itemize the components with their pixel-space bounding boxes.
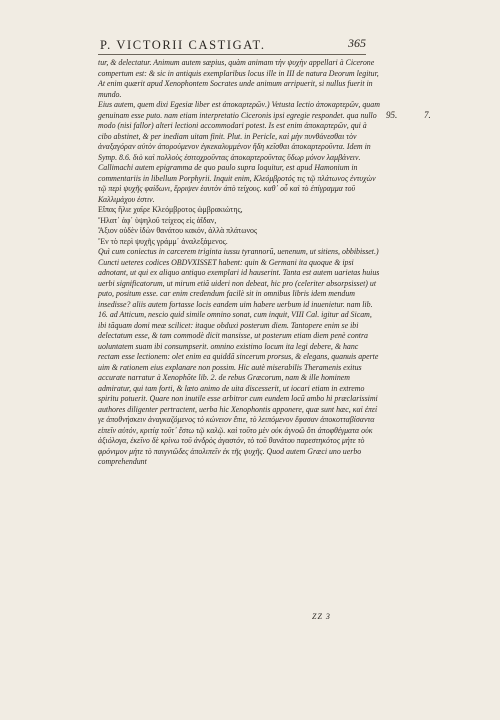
margin-note: 95. [386,110,398,120]
page-body [98,58,380,468]
verse-line-3: Ἄξιον οὐδὲν ἰδὼν θανάτου κακόν, ἀλλὰ πλάτωνος [98,226,258,235]
paragraph-3: Quì cum coniectus in carcerem triginta iussu tyrannorũ, uenenum, ut sitiens, obbibisset.) Cuncti ueteres codices OBDVXISSET habent: quin & Germani ita quoque & ipsi adnotant, ut qui ex aliquo antiquo exemplari id hauserint. Tanta est autem uarietas huius uerbi significatorum, ut mirum etiã uideri non debeat, hic pro (celeriter absorpsisset) ut puto, positum esse. car enim credendum facilè sit in omnibus libris idem mendum insedisse? aliis autem fortasse locis eandem uim habere uerbum id inuenietur. nam lib. 16. ad Atticum, nescio quid simile omnino sonat, cum inquit, VIII Cal. igitur ad Sicam, ibi tãquam domi meæ scilicet: itaque obduxi posterum diem. Tantopere enim se ibi delectatum esse, & tam commodè dicit mansisse, ut posterum etiam diem penè contra uoluntatem suam ibi consumpserit. omnino existimo locum ita legi debere, & hanc rectam esse lectionem: olet enim ea quiddã sincerum prorsus, & elegans, quanuis aperte uim & rationem eius explanare non possim. Hic autè miserabilis Theramenis exitus accurate narratur à Xenophõte lib. 2. de rebus Græcorum, nam & ille hominem admiratur, qui tam forti, & læto animo de uita discesserit, ut iocari etiam in extremo spiritu potuerit. Quare non inutile esse arbitror cum eundem locũ ambo hi præclarissimi authores diligenter pertractent, uerba hic Xenophontis apponere, quæ sunt hæc, καὶ ἐπεί γε ἀποθνήσκειν ἀναγκαζόμενος τὸ κώνειον ἔπιε, τὸ λειπόμενον ἔφασαν ἀποκοτταβίσαντα εἰπεῖν αὐτόν, κριτίᾳ τοῦτ᾽ ἔστω τῷ καλῷ. καὶ τοῦτο μὲν οὐκ ἀγνοῶ ὅτι ἀποφθέγματα οὐκ ἀξιόλογα, ἐκεῖνο δὲ κρίνω τοῦ ἀνδρὸς ἀγαστόν, τὸ τοῦ θανάτου παρεστηκότος μήτε τὸ φρόνιμον μήτε τὸ παιγνιῶδες ἀπολιπεῖν ἐκ τῆς ψυχῆς. Quod autem Græci uno uerbo comprehendunt [98,247,380,466]
verse-line-1: Εἴπας ἥλιε χαῖρε Κλεόμβροτος ὡμβρακιώτης, [98,205,243,214]
margin-reference: 7. [424,110,431,120]
paragraph-1: tur, & delectatur. Animum autem sæpius, quàm animam τὴν ψυχὴν appellari à Cicerone compertum est: & sic in antiquis exemplaribus locus ille in III de natura Deorum legitur, At enim quærit apud Xenophontem Socrates unde animum arripuerit, si nullus fuerit in mundo. [98,58,379,99]
paragraph-2: Eius autem, quem dixi Egesiæ liber est ἀποκαρτερῶν.) Vetusta lectio ἀποκαρτερῶν, quam genuinam esse puto. nam etiam interpretatio Ciceronis ipsi egregie respondet. qua nullo modo (nisi fallor) alteri lectioni accommodari potest. Is est enim ἀποκαρτερῶν, qui à cibo abstinet, & per inediam uitam finit. Plut. in Pericle, καὶ μὴν πυνθάνεσθαι τὸν ἀναξαγόραν αὐτὸν ἀπορούμενον ἐγκεκαλυμμένον ἤδη κεῖσθαι ἀποκαρτεροῦντα. Idem in Symp. 8.6. διὸ καὶ πολλοὺς ἐσιτοχροῦντας ἀποκαρτεροῦντας ὕδωρ μόνον λαμβάνειν. Callimachi autem epigramma de quo paulo supra loquitur, est apud Hamonium in commentariis in libellum Porphyrii. Inquit enim, Κλεόμβροτός τις τῷ πλάτωνος ἐντυχὼν τῷ περὶ ψυχῆς φαίδωνι, ἔρριψεν ἑαυτὸν ἀπὸ τείχους. καθ᾽ οὗ καὶ τὸ ἐπίγραμμα τοῦ Καλλιμάχου ἐστιν. [98,100,380,204]
signature-mark: ZZ 3 [312,612,331,621]
page-number: 365 [348,36,366,50]
running-head: P. VICTORII CASTIGAT. [100,38,266,52]
verse-line-4: Ἓν τὸ περὶ ψυχῆς γράμμ᾽ ἀναλεξάμενος. [98,236,228,246]
verse-line-2: Ἥλατ᾽ ἀφ᾽ ὑψηλοῦ τείχεος εἰς ἀΐδαν, [98,215,217,225]
epigram-verse [98,205,380,247]
page-header [0,38,500,54]
header-rule [98,54,366,55]
